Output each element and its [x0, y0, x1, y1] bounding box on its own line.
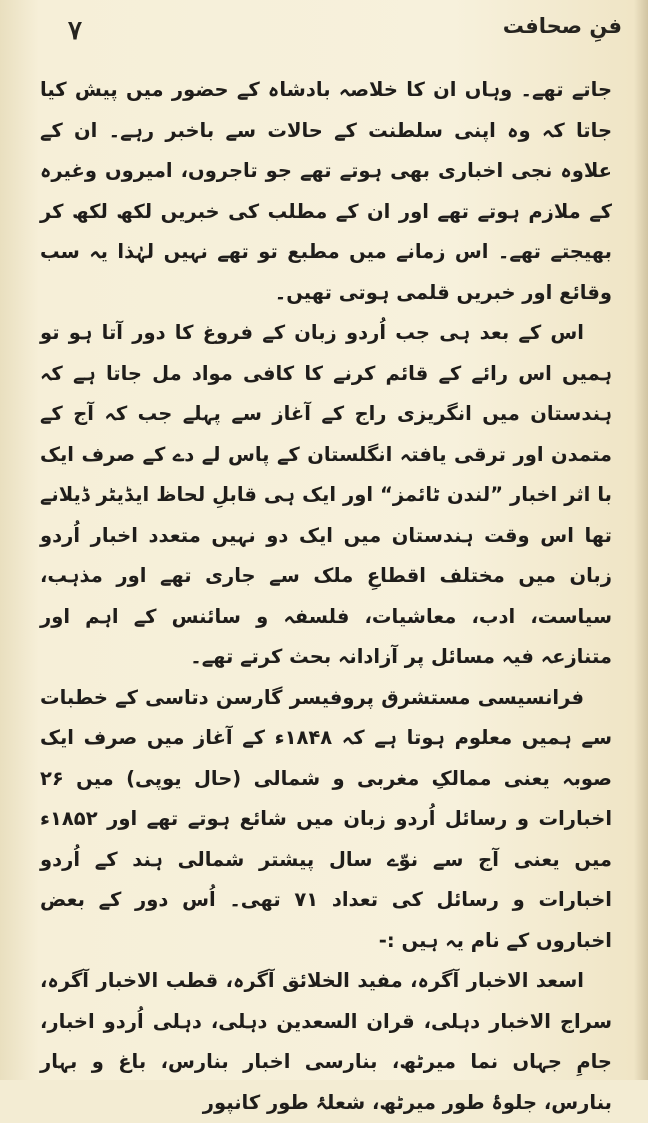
paragraph-garcin-de-tassy: فرانسیسی مستشرق پروفیسر گارسن دتاسی کے خطبات سے ہمیں معلوم ہوتا ہے کہ ۱۸۴۸ء کے آغاز میں صرف ایک صوبہ یعنی ممالکِ مغربی و شمالی (حال یوپی) میں ۲۶ اخبارات و رسائل اُردو زبان میں شائع ہوتے تھے اور ۱۸۵۲ء میں یعنی آج سے نوّے سال پیشتر شمالی ہند کے اُردو اخبارات و رسائل کی تعداد ۷۱ تھی۔ اُس دور کے بعض اخباروں کے نام یہ ہیں :-	[40, 685, 612, 952]
paragraph-urdu-press: اس کے بعد ہی جب اُردو زبان کے فروغ کا دور آتا ہو تو ہمیں اس رائے کے قائم کرنے کا کافی مواد مل جاتا ہے کہ ہندستان میں انگریزی راج کے آغاز سے پہلے جب کہ آج کے متمدن اور ترقی یافتہ انگلستان کے پاس لے دے کے صرف ایک با اثر اخبار ”لندن ٹائمز“ اور ایک ہی قابلِ لحاظ ایڈیٹر ڈیلانے تھا اس وقت ہندستان میں ایک دو نہیں متعدد اخبار اُردو زبان میں مختلف اقطاعِ ملک سے جاری تھے اور مذہب، سیاست، ادب، معاشیات، فلسفہ و سائنس کے اہم اور متنازعہ فیہ مسائل پر آزادانہ بحث کرتے تھے۔	[40, 321, 612, 668]
page-number: ۷	[68, 16, 82, 46]
paragraph-intro: جاتے تھے۔ وہاں ان کا خلاصہ بادشاہ کے حضور میں پیش کیا جاتا کہ وہ اپنی سلطنت کے حالات سے باخبر رہے۔ ان کے علاوہ نجی اخباری بھی ہوتے تھے جو تاجروں، امیروں وغیرہ کے ملازم ہوتے تھے اور ان کے مطلب کی خبریں لکھ لکھ کر بھیجتے تھے۔ اس زمانے میں مطبع تو تھے نہیں لہٰذا یہ سب وقائع اور خبریں قلمی ہوتی تھیں۔	[40, 78, 612, 304]
newspaper-names-list: اسعد الاخبار آگرہ، مفید الخلائق آگرہ، قطب الاخبار آگرہ، سراج الاخبار دہلی، قران السعدین دہلی، دہلی اُردو اخبار، جامِ جہاں نما میرٹھ، بنارسی اخبار بنارس، باغ و بہار بنارس، جلوۂ طور میرٹھ، شعلۂ طور کانپور	[40, 969, 612, 1114]
page-body	[40, 70, 612, 1123]
page-header	[40, 14, 622, 54]
page-edge-shadow	[634, 0, 648, 1080]
running-title: فنِ صحافت	[502, 14, 622, 38]
